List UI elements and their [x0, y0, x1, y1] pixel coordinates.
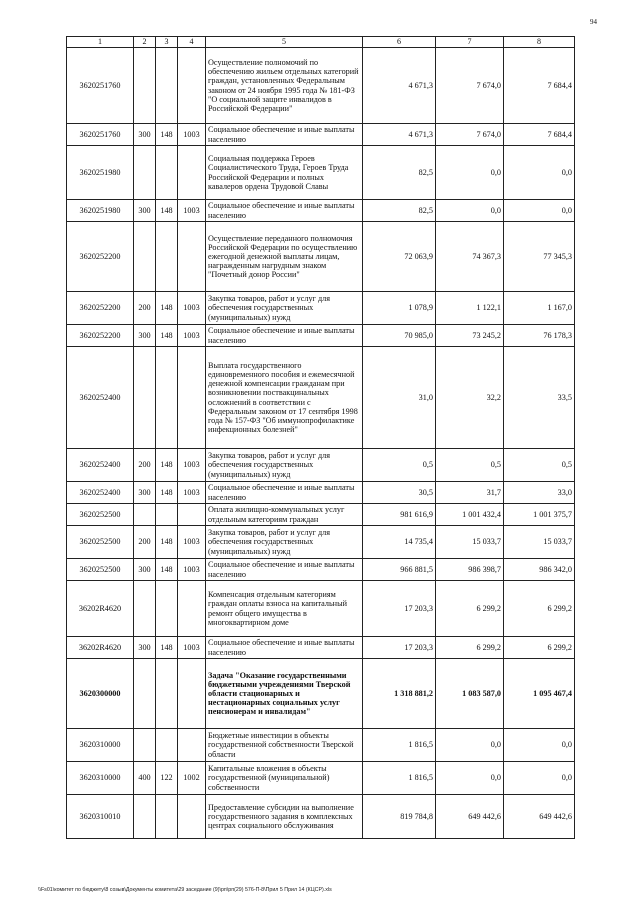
- table-body: [67, 48, 575, 839]
- table-row: [67, 449, 575, 482]
- value-cell: 966 881,5: [363, 559, 436, 581]
- code-cell: 3620251760: [67, 124, 134, 146]
- value-cell: 1 078,9: [363, 292, 436, 325]
- value-cell: 986 342,0: [504, 559, 575, 581]
- value-cell: 4 671,3: [363, 124, 436, 146]
- description-cell: Осуществление полномочий по обеспечению жильем отдельных категорий граждан, установленных Федеральным законом от 24 ноября 1995 года № 181-ФЗ "О социальной защите инвалидов в Российской Федерации": [206, 48, 363, 124]
- value-cell: 0,5: [363, 449, 436, 482]
- expense-type-cell: 300: [134, 325, 156, 347]
- value-cell: 0,0: [504, 762, 575, 795]
- description-cell: Предоставление субсидии на выполнение государственного задания в комплексных центрах социального обслуживания: [206, 795, 363, 839]
- code-cell: 3620252500: [67, 526, 134, 559]
- department-cell: 148: [156, 637, 178, 659]
- section-cell: 1003: [178, 124, 206, 146]
- value-cell: 31,7: [436, 482, 504, 504]
- table-row: [67, 292, 575, 325]
- description-cell: Социальное обеспечение и иные выплаты населению: [206, 124, 363, 146]
- value-cell: 1 318 881,2: [363, 659, 436, 729]
- value-cell: 1 167,0: [504, 292, 575, 325]
- department-cell: 148: [156, 482, 178, 504]
- code-cell: 3620310000: [67, 729, 134, 762]
- value-cell: 6 299,2: [436, 581, 504, 637]
- expense-type-cell: [134, 48, 156, 124]
- department-cell: 148: [156, 559, 178, 581]
- section-cell: 1003: [178, 559, 206, 581]
- value-cell: 0,0: [436, 200, 504, 222]
- expense-type-cell: [134, 146, 156, 200]
- table-row: [67, 482, 575, 504]
- value-cell: 33,0: [504, 482, 575, 504]
- column-number-row: [67, 37, 575, 48]
- code-cell: 36202R4620: [67, 581, 134, 637]
- section-cell: [178, 659, 206, 729]
- value-cell: 82,5: [363, 146, 436, 200]
- expense-type-cell: 400: [134, 762, 156, 795]
- department-cell: [156, 581, 178, 637]
- description-cell: Социальное обеспечение и иные выплаты населению: [206, 482, 363, 504]
- department-cell: [156, 659, 178, 729]
- value-cell: 1 122,1: [436, 292, 504, 325]
- code-cell: 3620310010: [67, 795, 134, 839]
- code-cell: 3620252400: [67, 347, 134, 449]
- department-cell: 148: [156, 292, 178, 325]
- value-cell: 6 299,2: [504, 637, 575, 659]
- column-number: 5: [206, 37, 363, 48]
- value-cell: 17 203,3: [363, 637, 436, 659]
- section-cell: [178, 347, 206, 449]
- department-cell: [156, 222, 178, 292]
- column-number: 3: [156, 37, 178, 48]
- description-cell: Социальное обеспечение и иные выплаты населению: [206, 200, 363, 222]
- table-row: [67, 762, 575, 795]
- expense-type-cell: [134, 222, 156, 292]
- code-cell: 3620251760: [67, 48, 134, 124]
- value-cell: 82,5: [363, 200, 436, 222]
- value-cell: 0,0: [436, 146, 504, 200]
- description-cell: Закупка товаров, работ и услуг для обеспечения государственных (муниципальных) нужд: [206, 292, 363, 325]
- value-cell: 7 674,0: [436, 48, 504, 124]
- value-cell: 76 178,3: [504, 325, 575, 347]
- department-cell: 148: [156, 526, 178, 559]
- value-cell: 6 299,2: [504, 581, 575, 637]
- code-cell: 3620310000: [67, 762, 134, 795]
- value-cell: 74 367,3: [436, 222, 504, 292]
- value-cell: 0,0: [504, 146, 575, 200]
- description-cell: Социальная поддержка Героев Социалистического Труда, Героев Труда Российской Федерации и полных кавалеров ордена Трудовой Славы: [206, 146, 363, 200]
- table-row: [67, 48, 575, 124]
- section-cell: [178, 146, 206, 200]
- value-cell: 30,5: [363, 482, 436, 504]
- description-cell: Бюджетные инвестиции в объекты государственной собственности Тверской области: [206, 729, 363, 762]
- value-cell: 0,5: [436, 449, 504, 482]
- description-cell: Закупка товаров, работ и услуг для обеспечения государственных (муниципальных) нужд: [206, 526, 363, 559]
- value-cell: 0,0: [436, 729, 504, 762]
- column-number: 1: [67, 37, 134, 48]
- description-cell: Капитальные вложения в объекты государственной (муниципальной) собственности: [206, 762, 363, 795]
- code-cell: 3620251980: [67, 146, 134, 200]
- table-row: [67, 347, 575, 449]
- department-cell: [156, 729, 178, 762]
- department-cell: [156, 347, 178, 449]
- value-cell: 17 203,3: [363, 581, 436, 637]
- code-cell: 3620251980: [67, 200, 134, 222]
- value-cell: 32,2: [436, 347, 504, 449]
- expense-type-cell: 200: [134, 292, 156, 325]
- code-cell: 3620252200: [67, 325, 134, 347]
- code-cell: 3620300000: [67, 659, 134, 729]
- expense-type-cell: 200: [134, 526, 156, 559]
- value-cell: 649 442,6: [436, 795, 504, 839]
- code-cell: 3620252400: [67, 449, 134, 482]
- column-number: 4: [178, 37, 206, 48]
- department-cell: 122: [156, 762, 178, 795]
- department-cell: 148: [156, 325, 178, 347]
- value-cell: 33,5: [504, 347, 575, 449]
- table-row: [67, 526, 575, 559]
- value-cell: 7 674,0: [436, 124, 504, 146]
- department-cell: [156, 146, 178, 200]
- section-cell: [178, 795, 206, 839]
- value-cell: 15 033,7: [504, 526, 575, 559]
- section-cell: [178, 48, 206, 124]
- value-cell: 6 299,2: [436, 637, 504, 659]
- expense-type-cell: [134, 795, 156, 839]
- value-cell: 72 063,9: [363, 222, 436, 292]
- section-cell: 1003: [178, 449, 206, 482]
- value-cell: 1 083 587,0: [436, 659, 504, 729]
- column-number: 8: [504, 37, 575, 48]
- value-cell: 31,0: [363, 347, 436, 449]
- description-cell: Закупка товаров, работ и услуг для обеспечения государственных (муниципальных) нужд: [206, 449, 363, 482]
- section-cell: [178, 729, 206, 762]
- value-cell: 649 442,6: [504, 795, 575, 839]
- description-cell: Социальное обеспечение и иные выплаты населению: [206, 559, 363, 581]
- section-cell: 1003: [178, 482, 206, 504]
- value-cell: 15 033,7: [436, 526, 504, 559]
- table-row: [67, 559, 575, 581]
- description-cell: Компенсация отдельным категориям граждан оплаты взноса на капитальный ремонт общего имущества в многоквартирном доме: [206, 581, 363, 637]
- expense-type-cell: [134, 347, 156, 449]
- expense-type-cell: 300: [134, 124, 156, 146]
- value-cell: 819 784,8: [363, 795, 436, 839]
- code-cell: 3620252200: [67, 222, 134, 292]
- value-cell: 0,0: [504, 200, 575, 222]
- expense-type-cell: 300: [134, 637, 156, 659]
- value-cell: 1 095 467,4: [504, 659, 575, 729]
- code-cell: 3620252200: [67, 292, 134, 325]
- section-cell: 1003: [178, 292, 206, 325]
- table-row: [67, 504, 575, 526]
- code-cell: 3620252500: [67, 559, 134, 581]
- expense-type-cell: [134, 581, 156, 637]
- table-row: [67, 200, 575, 222]
- expense-type-cell: 200: [134, 449, 156, 482]
- department-cell: [156, 795, 178, 839]
- page-number: 94: [590, 18, 597, 26]
- expense-type-cell: 300: [134, 559, 156, 581]
- column-number: 6: [363, 37, 436, 48]
- expense-type-cell: 300: [134, 200, 156, 222]
- expense-type-cell: [134, 729, 156, 762]
- expense-type-cell: [134, 659, 156, 729]
- section-cell: 1003: [178, 325, 206, 347]
- value-cell: 1 001 432,4: [436, 504, 504, 526]
- section-cell: 1003: [178, 200, 206, 222]
- table-row: [67, 222, 575, 292]
- description-cell: Оплата жилищно-коммунальных услуг отдельным категориям граждан: [206, 504, 363, 526]
- value-cell: 7 684,4: [504, 48, 575, 124]
- description-cell: Задача "Оказание государственными бюджетными учреждениями Тверской области стационарных и нестационарных социальных услуг пенсионерам и инвалидам": [206, 659, 363, 729]
- budget-table: [66, 36, 575, 839]
- table-row: [67, 325, 575, 347]
- value-cell: 986 398,7: [436, 559, 504, 581]
- value-cell: 4 671,3: [363, 48, 436, 124]
- table-row: [67, 124, 575, 146]
- value-cell: 14 735,4: [363, 526, 436, 559]
- expense-type-cell: [134, 504, 156, 526]
- department-cell: 148: [156, 449, 178, 482]
- description-cell: Социальное обеспечение и иные выплаты населению: [206, 637, 363, 659]
- table-row: [67, 795, 575, 839]
- section-cell: 1003: [178, 637, 206, 659]
- code-cell: 3620252500: [67, 504, 134, 526]
- expense-type-cell: 300: [134, 482, 156, 504]
- department-cell: [156, 504, 178, 526]
- table-row: [67, 637, 575, 659]
- section-cell: [178, 222, 206, 292]
- file-path-footer: \\Fs01\комитет по бюджету\8 созыв\Документы комитета\29 заседание (9)\рп\рп(29) 576-П-8\Прил 5 Прил 14 (КЦСР).xls: [38, 887, 332, 893]
- value-cell: 1 816,5: [363, 729, 436, 762]
- column-number: 2: [134, 37, 156, 48]
- section-cell: [178, 504, 206, 526]
- value-cell: 77 345,3: [504, 222, 575, 292]
- value-cell: 1 816,5: [363, 762, 436, 795]
- value-cell: 0,0: [504, 729, 575, 762]
- value-cell: 70 985,0: [363, 325, 436, 347]
- description-cell: Социальное обеспечение и иные выплаты населению: [206, 325, 363, 347]
- code-cell: 3620252400: [67, 482, 134, 504]
- description-cell: Выплата государственного единовременного пособия и ежемесячной денежной компенсации гражданам при возникновении поствакцинальных осложнений в соответствии с Федеральным законом от 17 сентября 1998 года № 157-ФЗ "Об иммунопрофилактике инфекционных болезней": [206, 347, 363, 449]
- value-cell: 1 001 375,7: [504, 504, 575, 526]
- column-number: 7: [436, 37, 504, 48]
- section-cell: 1002: [178, 762, 206, 795]
- table-row: [67, 581, 575, 637]
- description-cell: Осуществление переданного полномочия Российской Федерации по осуществлению ежегодной денежной выплаты лицам, награжденным нагрудным знаком "Почетный донор России": [206, 222, 363, 292]
- table-row: [67, 146, 575, 200]
- value-cell: 0,5: [504, 449, 575, 482]
- value-cell: 73 245,2: [436, 325, 504, 347]
- table-row: [67, 659, 575, 729]
- value-cell: 7 684,4: [504, 124, 575, 146]
- section-cell: 1003: [178, 526, 206, 559]
- section-cell: [178, 581, 206, 637]
- department-cell: 148: [156, 200, 178, 222]
- value-cell: 981 616,9: [363, 504, 436, 526]
- value-cell: 0,0: [436, 762, 504, 795]
- department-cell: [156, 48, 178, 124]
- code-cell: 36202R4620: [67, 637, 134, 659]
- department-cell: 148: [156, 124, 178, 146]
- table-row: [67, 729, 575, 762]
